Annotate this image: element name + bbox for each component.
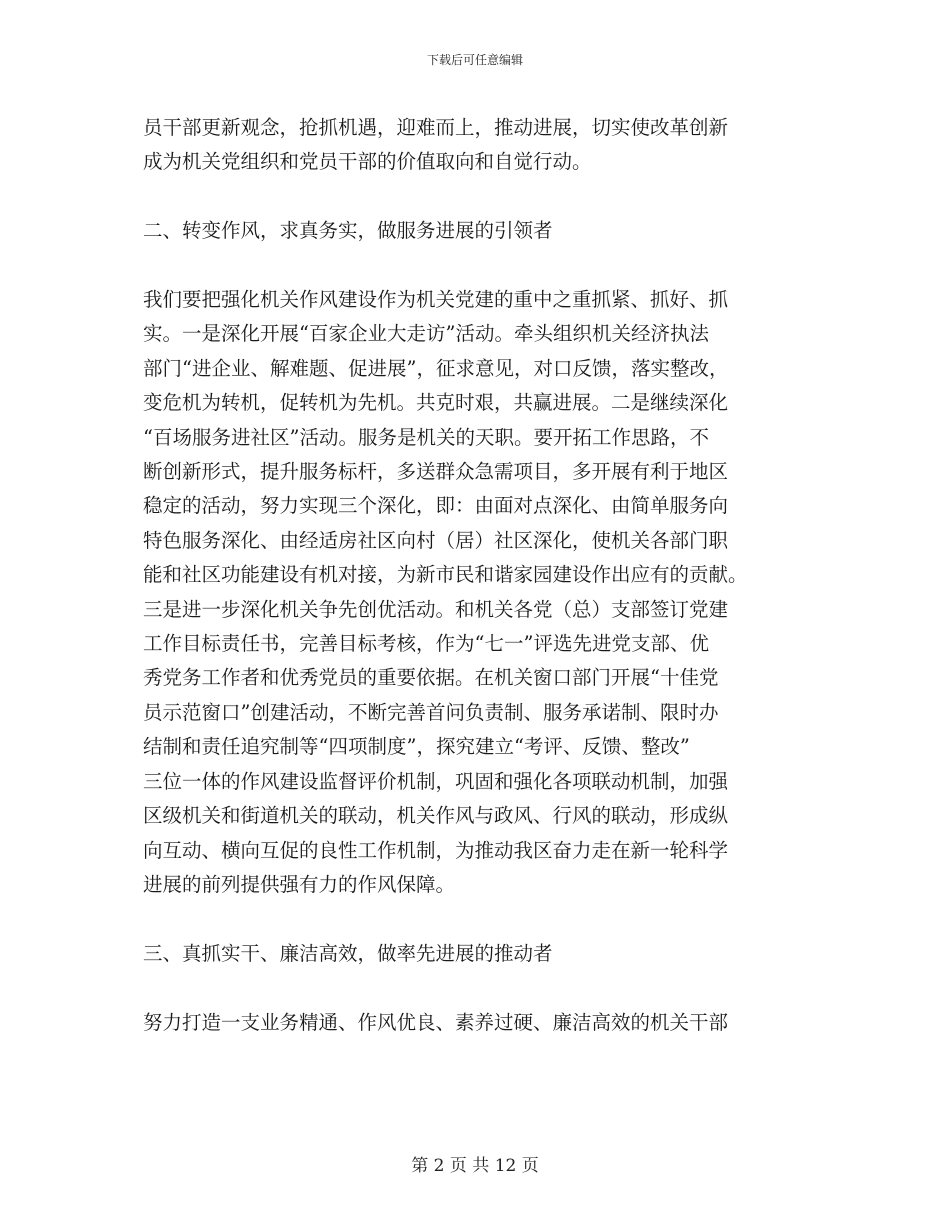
body-line: “百场服务进社区”活动。服务是机关的天职。要开拓工作思路，不 [143, 425, 709, 449]
body-line: 三是进一步深化机关争先创优活动。和机关各党（总）支部签订党建 [143, 597, 729, 621]
body-line: 员干部更新观念，抢抓机遇，迎难而上，推动进展，切实使改革创新 [143, 116, 729, 139]
body-line: 进展的前列提供强有力的作风保障。 [143, 872, 456, 896]
paragraph-gap [143, 249, 803, 283]
body-line: 能和社区功能建设有机对接，为新市民和谐家园建设作出应有的贡献。 [143, 563, 748, 587]
section-heading-3: 三、真抓实干、廉洁高效，做率先进展的推动者 [143, 941, 553, 965]
paragraph-gap [143, 902, 803, 936]
paragraph-gap [143, 971, 803, 1005]
body-line: 员示范窗口”创建活动，不断完善首问负责制、服务承诺制、限时办 [143, 700, 719, 724]
body-line: 努力打造一支业务精通、作风优良、素养过硬、廉洁高效的机关干部 [143, 1010, 729, 1034]
body-line: 实。一是深化开展“百家企业大走访”活动。牵头组织机关经济执法 [143, 322, 709, 346]
body-line: 断创新形式，提升服务标杆，多送群众急需项目，多开展有利于地区 [143, 460, 729, 484]
document-body [143, 111, 803, 1040]
body-line: 结制和责任追究制等“四项制度”，探究建立“考评、反馈、整改” [143, 735, 690, 759]
page-header-note: 下载后可任意编辑 [426, 53, 523, 67]
body-line: 稳定的活动，努力实现三个深化，即：由面对点深化、由简单服务向 [143, 494, 729, 518]
body-line: 区级机关和街道机关的联动，机关作风与政风、行风的联动，形成纵 [143, 804, 729, 828]
paragraph-gap [143, 180, 803, 214]
body-line: 三位一体的作风建设监督评价机制，巩固和强化各项联动机制，加强 [143, 769, 729, 793]
body-line: 成为机关党组织和党员干部的价值取向和自觉行动。 [143, 150, 592, 174]
body-line: 秀党务工作者和优秀党员的重要依据。在机关窗口部门开展“十佳党 [143, 666, 719, 690]
section-heading-2: 二、转变作风，求真务实，做服务进展的引领者 [143, 219, 553, 243]
body-line: 部门“进企业、解难题、促进展”，征求意见，对口反馈，落实整改， [143, 356, 729, 380]
body-line: 向互动、横向互促的良性工作机制，为推动我区奋力走在新一轮科学 [143, 838, 729, 862]
body-line: 特色服务深化、由经适房社区向村（居）社区深化，使机关各部门职 [143, 528, 729, 552]
body-line: 工作目标责任书，完善目标考核，作为“七一”评选先进党支部、优 [143, 632, 709, 656]
body-line: 变危机为转机，促转机为先机。共克时艰，共赢进展。二是继续深化 [143, 391, 729, 415]
body-line: 我们要把强化机关作风建设作为机关党建的重中之重抓紧、抓好、抓 [143, 288, 729, 311]
page-footer-number: 第 2 页 共 12 页 [411, 1156, 539, 1176]
